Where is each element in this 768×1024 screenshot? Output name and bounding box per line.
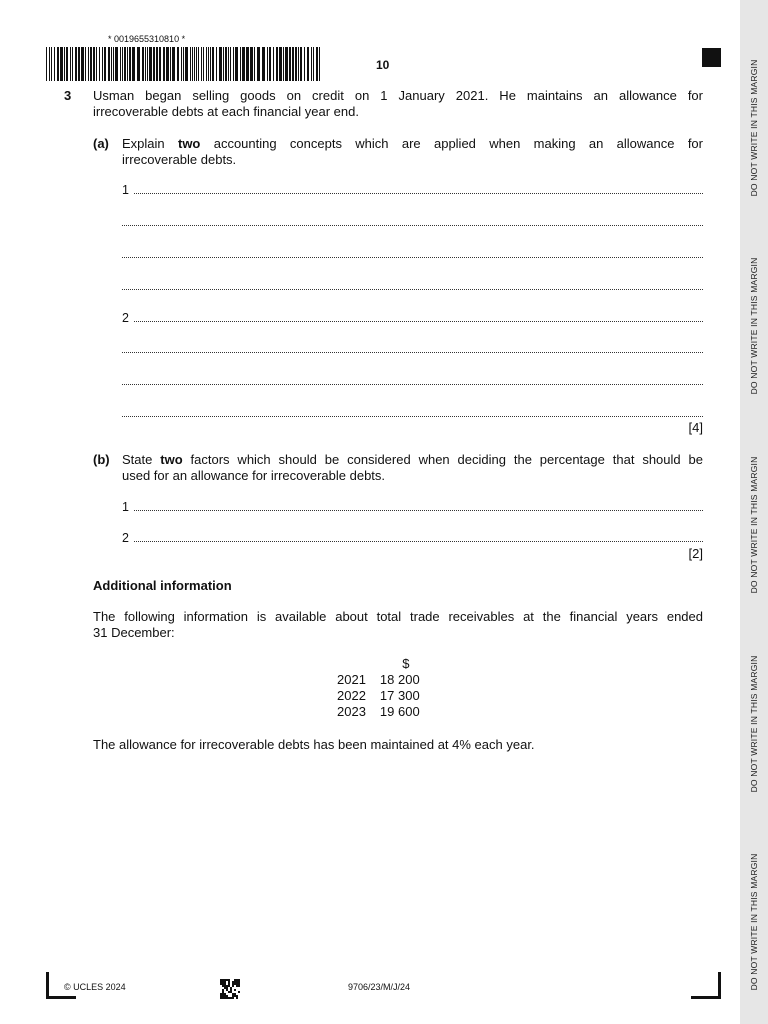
part-a-question: Explain two accounting concepts which are applied when making an allowance for irrecoverable debts.	[122, 136, 703, 167]
part-b-label: (b)	[93, 452, 110, 467]
answer-line[interactable]	[122, 279, 703, 293]
table-row	[333, 688, 424, 704]
crop-mark-left	[46, 972, 49, 999]
amount-cell: 19 600	[379, 704, 420, 719]
year-cell: 2022	[337, 688, 366, 703]
amount-cell: 17 300	[379, 688, 420, 703]
part-b-marks: [2]	[688, 546, 703, 561]
answer-line[interactable]	[122, 215, 703, 229]
answer-line[interactable]	[122, 406, 703, 420]
answer-line-b1[interactable]: 1	[122, 500, 703, 514]
answer-line-a1[interactable]: 1	[122, 183, 703, 197]
table-row	[333, 704, 424, 720]
crop-mark-right	[691, 996, 721, 999]
answer-line[interactable]	[122, 374, 703, 388]
part-a-label: (a)	[93, 136, 109, 151]
additional-heading: Additional information	[93, 578, 232, 593]
crop-mark-left	[46, 996, 76, 999]
page-number: 10	[376, 58, 390, 72]
table-row	[333, 672, 424, 688]
answer-line[interactable]	[122, 342, 703, 356]
question-intro: Usman began selling goods on credit on 1 January 2021. He maintains an allowance for irrecoverable debts at each financial year end.	[93, 88, 703, 119]
answer-line-b2[interactable]: 2	[122, 531, 703, 545]
question-number: 3	[64, 88, 72, 103]
barcode-icon	[46, 47, 320, 81]
barcode-number: * 0019655310810 *	[108, 34, 186, 44]
table-header-row	[333, 656, 424, 672]
footer-copyright: © UCLES 2024	[64, 982, 126, 992]
corner-marker	[702, 48, 721, 67]
year-cell: 2023	[337, 704, 366, 719]
amount-cell: 18 200	[379, 672, 420, 687]
answer-line-a2[interactable]: 2	[122, 311, 703, 325]
qr-code-icon	[220, 979, 240, 999]
part-a-marks: [4]	[688, 420, 703, 435]
allowance-note: The allowance for irrecoverable debts has been maintained at 4% each year.	[93, 737, 535, 752]
additional-intro: The following information is available about total trade receivables at the financial years ended 31 December:	[93, 609, 703, 640]
footer-paper-code: 9706/23/M/J/24	[348, 982, 411, 992]
part-b-question: State two factors which should be considered when deciding the percentage that should be used for an allowance for irrecoverable debts.	[122, 452, 703, 483]
crop-mark-right	[718, 972, 721, 999]
year-cell: 2021	[337, 672, 366, 687]
receivables-table	[333, 656, 424, 720]
answer-line[interactable]	[122, 247, 703, 261]
currency-header: $	[402, 656, 410, 671]
